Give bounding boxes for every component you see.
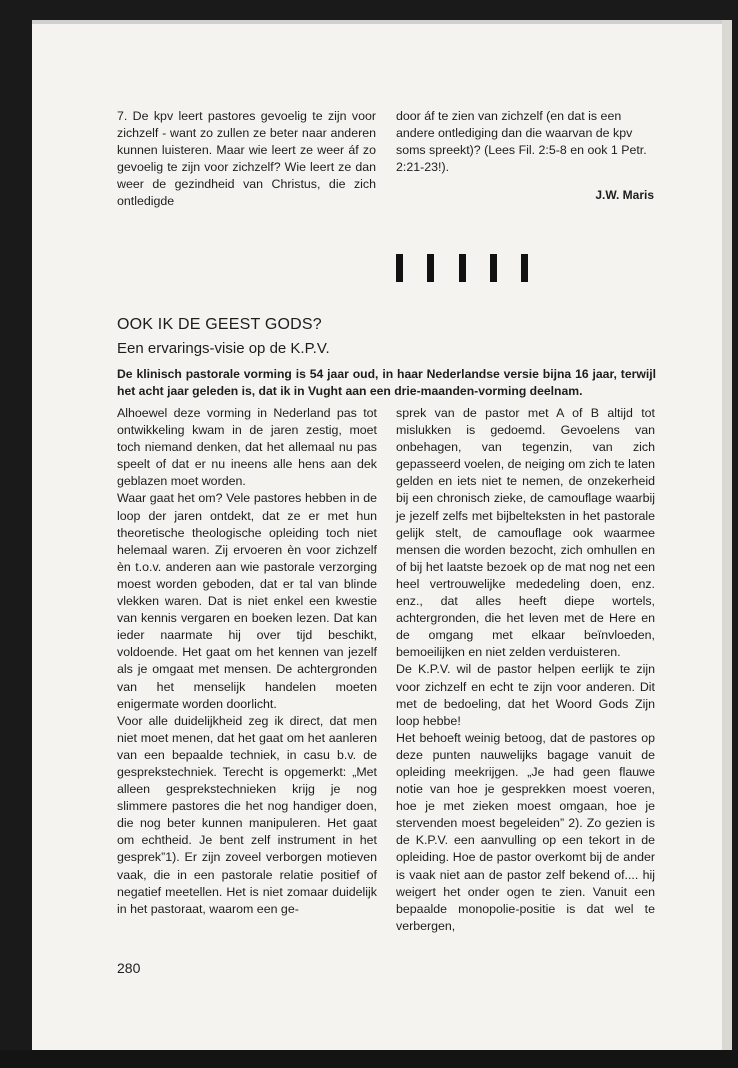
article-title: OOK IK DE GEEST GODS?	[117, 316, 322, 333]
article-right-column	[396, 405, 655, 935]
divider-mark	[490, 254, 497, 282]
previous-article-right-text: door áf te zien van zichzelf (en dat is een andere ontlediging dan die waarvan de kpv soms spreekt)? (Lees Fil. 2:5-8 en ook 1 Petr. 2:21-23!).	[396, 109, 647, 175]
article-paragraph: Alhoewel deze vorming in Nederland pas tot ontwikkeling kwam in de jaren zestig, moet toch niemand denken, dat het allemaal nu pas speelt of dat er nu ineens alle hens aan dek geblazen moet worden.	[117, 406, 377, 489]
divider-mark	[427, 254, 434, 282]
divider-mark	[459, 254, 466, 282]
article-paragraph: Voor alle duidelijkheid zeg ik direct, dat men niet moet menen, dat het gaat om het aanleren van een bepaalde techniek, in casu b.v. de gesprekstechniek. Terecht is opgemerkt: „Met alleen gesprekstechnieken krijg je nog slimmere pastores die het nog handiger doen, die nog beter kunnen manipuleren. Het gaat om echtheid. Je bent zelf instrument in het gesprek”1). Er zijn zoveel verborgen motieven vaak, die in een pastorale relatie positief of negatief meetellen. Het is niet zomaar duidelijk in het pastoraat, waarom een ge-	[117, 713, 377, 916]
previous-article-right-column	[396, 108, 654, 176]
article-paragraph: Waar gaat het om? Vele pastores hebben in de loop der jaren ontdekt, dat ze er met hun theoretische theologische opleiding toch niet helemaal waren. Zij ervoeren èn voor zichzelf èn t.o.v. anderen aan wie pastorale verzorging moest worden geboden, dat er tal van blinde vlekken waren. Dat is niet enkel een kwestie van kennis vergaren en boeken lezen. Dat kan ieder naarmate hij over tijd beschikt, voldoende. Het gaat om het kennen van jezelf als je omgaat met mensen. De achtergronden van het menselijk handelen moeten enigermate worden doorlicht.	[117, 491, 377, 711]
section-divider	[396, 254, 528, 282]
article-subtitle: Een ervarings-visie op de K.P.V.	[117, 340, 330, 357]
divider-mark	[396, 254, 403, 282]
previous-article-left-text: 7. De kpv leert pastores gevoelig te zijn voor zichzelf - want zo zullen ze beter naar anderen kunnen luisteren. Maar wie leert ze weer áf zo gevoelig te zijn voor zichzelf? Wie leert ze dan weer de gezindheid van Christus, die zich ontledigde	[117, 109, 376, 209]
article-left-column	[117, 405, 377, 918]
article-paragraph: Het behoeft weinig betoog, dat de pastores op deze punten nauwelijks bagage vanuit de opleiding meekrijgen. „Je had geen flauwe notie van hoe je gesprekken moest voeren, hoe je met zieken moest omgaan, hoe je stervenden moest begeleiden” 2). Zo gezien is de K.P.V. een aanvulling op een tekort in de opleiding. Hoe de pastor overkomt bij de ander is vaak niet aan de pastor zelf bekend of.... hij weigert het onder ogen te zien. Vanuit een bepaalde monopolie-positie is dat wel te verbergen,	[396, 730, 655, 933]
scan-top-edge	[32, 20, 722, 24]
article-lead: De klinisch pastorale vorming is 54 jaar oud, in haar Nederlandse versie bijna 16 jaar, terwijl het acht jaar geleden is, dat ik in Vught aan een drie-maanden-vorming deelnam.	[117, 367, 656, 398]
page-number: 280	[117, 960, 141, 976]
author-signature: J.W. Maris	[595, 188, 654, 202]
scan-bottom-edge	[0, 1050, 738, 1068]
previous-article-left-column	[117, 108, 376, 211]
article-paragraph: De K.P.V. wil de pastor helpen eerlijk te zijn voor zichzelf en echt te zijn voor anderen. Dit met de bedoeling, dat het Woord Gods Zijn loop hebbe!	[396, 662, 655, 728]
divider-mark	[521, 254, 528, 282]
scan-right-edge	[722, 20, 732, 1050]
article-paragraph: sprek van de pastor met A of B altijd tot mislukken is gedoemd. Gevoelens van onbehagen, van tegenzin, van zich gepasseerd voelen, de neiging om zich te laten gelden en iets niet te nemen, de onzekerheid bij een chronisch zieke, de camouflage waarbij je jezelf zelfs met bijbelteksten in het pastorale gelijk stelt, de camouflage ook waarmee mensen die worden bezocht, zich omhullen en of bij het laatste bezoek op de mat nog net een heel vertrouwelijke mededeling doen, enz. enz., dat alles heeft diepe wortels, achtergronden, die het leven met de Here en de omgang met elkaar beïnvloeden, bemoeilijken en niet zelden verduisteren.	[396, 406, 655, 660]
